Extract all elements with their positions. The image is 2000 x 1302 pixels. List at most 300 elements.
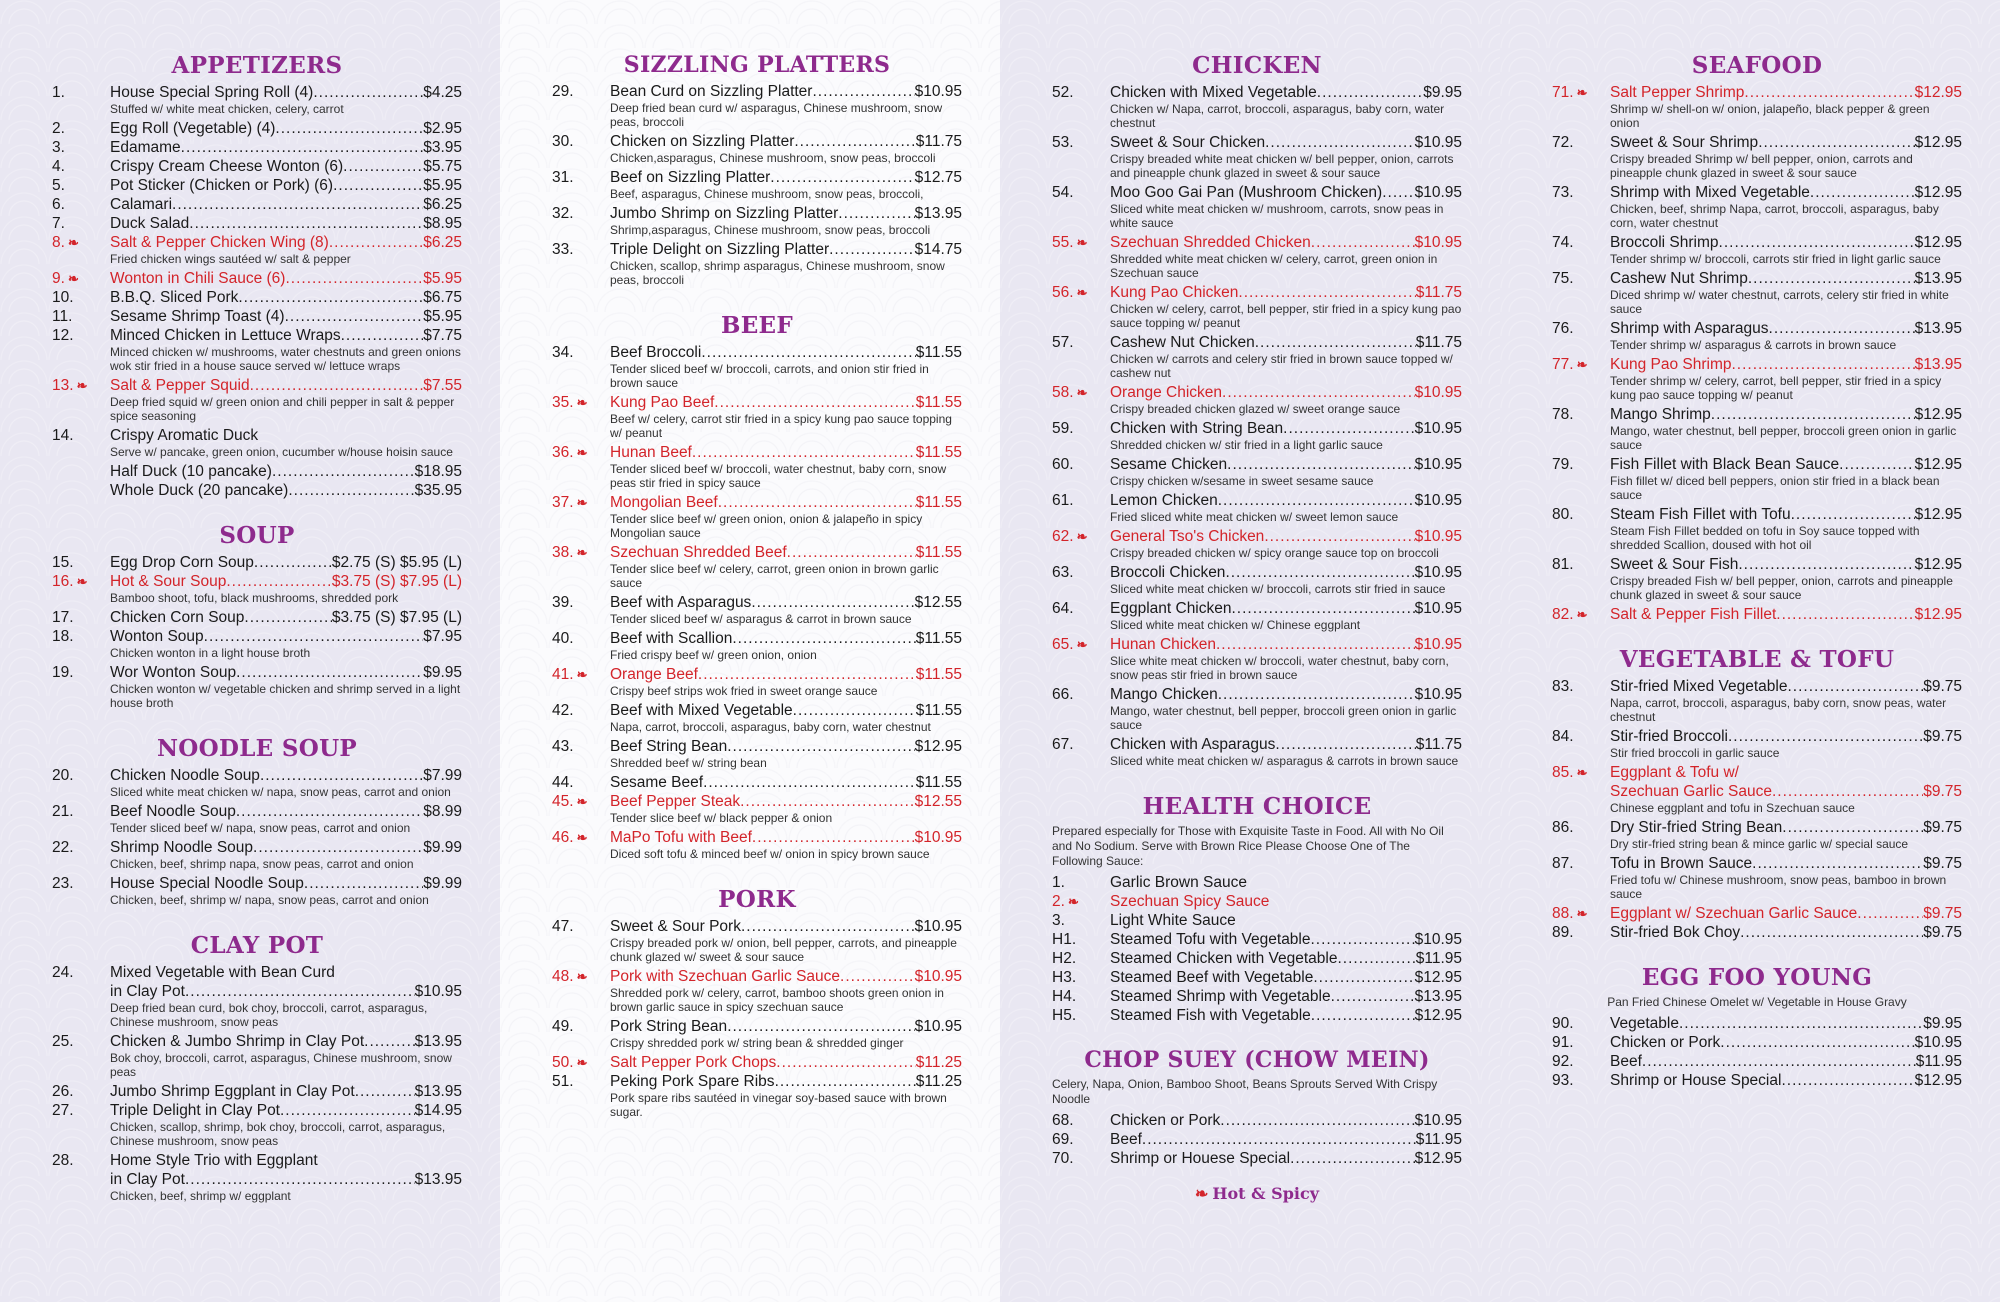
item-number-cell — [1052, 735, 1110, 771]
item-body — [1610, 677, 1962, 727]
menu-item — [1052, 1111, 1462, 1130]
item-number-cell — [52, 157, 110, 176]
item-number-cell — [1552, 405, 1610, 455]
item-line — [110, 307, 462, 326]
item-number: 44. — [552, 774, 574, 791]
item-name: Beef with Asparagus — [610, 594, 752, 611]
hot-and-spicy-legend — [1052, 1184, 1462, 1203]
leader-dots — [1232, 599, 1415, 618]
menu-item — [552, 828, 962, 864]
item-body — [1610, 405, 1962, 455]
leader-dots — [1719, 233, 1915, 252]
item-number-cell — [52, 1151, 110, 1206]
menu-item — [1052, 1006, 1462, 1025]
menu-item — [1552, 133, 1962, 183]
item-name: Sweet & Sour Shrimp — [1610, 134, 1759, 151]
item-price: $10.95 — [414, 983, 462, 1000]
item-name: Steam Fish Fillet with Tofu — [1610, 506, 1791, 523]
item-description: Crispy beef strips wok fried in sweet orange sauce — [610, 684, 878, 698]
menu-item — [52, 119, 462, 138]
item-body — [1610, 183, 1962, 233]
item-body — [1610, 1071, 1962, 1090]
hot-and-spicy-pepper-icon: ❧ — [1076, 637, 1088, 652]
item-number-cell — [1052, 892, 1110, 911]
menu-item — [52, 195, 462, 214]
item-price: $3.95 — [423, 139, 462, 156]
item-price: $12.95 — [1414, 969, 1462, 986]
item-body — [110, 288, 462, 307]
item-body — [610, 343, 962, 393]
item-line — [110, 608, 462, 627]
item-number: 83. — [1552, 678, 1574, 695]
item-body — [110, 663, 462, 713]
hot-and-spicy-pepper-icon: ❧ — [1076, 235, 1088, 250]
item-body — [1110, 911, 1462, 930]
item-body — [110, 963, 462, 1032]
item-price: $11.25 — [915, 1073, 962, 1090]
item-name: Wor Wonton Soup — [110, 664, 237, 681]
item-number-cell — [552, 773, 610, 792]
item-name: Whole Duck (20 pancake) — [110, 482, 289, 499]
item-line — [110, 963, 462, 982]
item-number: 29. — [552, 83, 574, 100]
item-number-cell — [552, 828, 610, 864]
item-description: Sliced white meat chicken w/ napa, snow peas, carrot and onion — [110, 785, 451, 799]
menu-item — [1552, 605, 1962, 624]
item-price: $11.75 — [1415, 736, 1462, 753]
item-line — [1610, 555, 1962, 574]
item-price: $11.55 — [915, 544, 962, 561]
item-number: 41. — [552, 666, 574, 683]
hot-and-spicy-pepper-icon: ❧ — [1576, 765, 1588, 780]
item-price: $10.95 — [1414, 1112, 1462, 1129]
item-price: $9.99 — [423, 875, 462, 892]
item-line — [110, 326, 462, 345]
item-description: Crispy breaded Fish w/ bell pepper, onion, carrots and pineapple chunk glazed in sweet & sour sauce — [1610, 574, 1953, 602]
menu-item — [1052, 333, 1462, 383]
item-description: Fried crispy beef w/ green onion, onion — [610, 648, 817, 662]
item-line — [610, 828, 962, 847]
item-body — [610, 917, 962, 967]
item-number: 64. — [1052, 600, 1074, 617]
menu-item — [52, 269, 462, 288]
item-number: 54. — [1052, 184, 1074, 201]
item-body — [1110, 949, 1462, 968]
item-number-cell — [52, 874, 110, 910]
leader-dots — [1781, 1071, 1914, 1090]
item-body — [1110, 1006, 1462, 1025]
item-number-cell — [552, 701, 610, 737]
item-body — [610, 828, 962, 864]
item-description: Diced shrimp w/ water chestnut, carrots, celery stir fried in white sauce — [1610, 288, 1949, 316]
item-name: Hunan Chicken — [1110, 636, 1216, 653]
item-number: 3. — [1052, 912, 1065, 929]
item-line — [1110, 735, 1462, 754]
item-body — [610, 493, 962, 543]
item-line — [1110, 685, 1462, 704]
item-name: Crispy Cream Cheese Wonton (6) — [110, 158, 344, 175]
item-name: Tofu in Brown Sauce — [1610, 855, 1753, 872]
item-number: 19. — [52, 664, 74, 681]
item-number-cell — [1052, 1130, 1110, 1149]
menu-item — [552, 343, 962, 393]
item-number: 49. — [552, 1018, 574, 1035]
leader-dots — [181, 138, 424, 157]
menu-item — [1052, 949, 1462, 968]
item-number-cell — [1552, 183, 1610, 233]
item-price: $11.95 — [1415, 950, 1462, 967]
item-description: Sliced white meat chicken w/ Chinese eggplant — [1110, 618, 1361, 632]
item-number: 81. — [1552, 556, 1574, 573]
section-gap — [52, 500, 462, 522]
item-number: 53. — [1052, 134, 1074, 151]
leader-dots — [1740, 923, 1923, 942]
item-number-cell — [552, 967, 610, 1017]
item-price: $8.99 — [423, 803, 462, 820]
item-price: $9.95 — [423, 664, 462, 681]
item-price: $10.95 — [1414, 600, 1462, 617]
item-name: Shrimp Noodle Soup — [110, 839, 254, 856]
item-number: 5. — [52, 177, 65, 194]
item-name: Salt & Pepper Chicken Wing (8) — [110, 234, 329, 251]
menu-item — [52, 1082, 462, 1101]
item-name: Mixed Vegetable with Bean Curd — [110, 964, 335, 981]
leader-dots — [1238, 283, 1415, 302]
item-number-cell — [1052, 1111, 1110, 1130]
item-body — [110, 1032, 462, 1082]
leader-dots — [770, 168, 914, 187]
item-line — [110, 572, 462, 591]
section-intro: Prepared especially for Those with Exquisite Taste in Food. All with No Oil and No Sodium. Serve with Brown Rice Please Choose One of The Following Sauce: — [1052, 824, 1444, 868]
item-body — [610, 792, 962, 828]
item-line — [110, 214, 462, 233]
item-description: Crispy chicken w/sesame in sweet sesame sauce — [1110, 474, 1374, 488]
item-description: Chicken, beef, shrimp napa, snow peas, carrot and onion — [110, 857, 414, 871]
menu-item — [1052, 735, 1462, 771]
item-body — [1610, 133, 1962, 183]
item-number: 55. — [1052, 234, 1074, 251]
item-line — [1110, 1130, 1462, 1149]
item-number: 30. — [552, 133, 574, 150]
menu-item — [1052, 383, 1462, 419]
item-number: 10. — [52, 289, 74, 306]
item-line — [1110, 455, 1462, 474]
item-body — [1110, 283, 1462, 333]
item-number-cell — [52, 838, 110, 874]
item-number: 21. — [52, 803, 74, 820]
item-description: Shredded beef w/ string bean — [610, 756, 767, 770]
menu-item — [1052, 455, 1462, 491]
menu-column-3 — [1000, 0, 1500, 1302]
item-number-cell — [552, 1053, 610, 1072]
item-number-cell — [1052, 987, 1110, 1006]
item-number: 2. — [52, 120, 65, 137]
item-description: Chicken, beef, shrimp w/ napa, snow peas, carrot and onion — [110, 893, 429, 907]
menu-item — [52, 766, 462, 802]
item-number: 71. — [1552, 84, 1574, 101]
item-description: Deep fried squid w/ green onion and chili pepper in salt & pepper spice seasoning — [110, 395, 455, 423]
item-number: 45. — [552, 793, 574, 810]
item-name: Wonton Soup — [110, 628, 204, 645]
item-number-cell — [52, 1032, 110, 1082]
item-number-cell — [1552, 269, 1610, 319]
item-line — [1110, 873, 1462, 892]
item-name: Szechuan Spicy Sauce — [1110, 893, 1270, 910]
menu-item — [1052, 1149, 1462, 1168]
leader-dots — [236, 802, 423, 821]
item-description: Chicken w/ Napa, carrot, broccoli, asparagus, baby corn, water chestnut — [1110, 102, 1445, 130]
item-price: $10.95 — [1414, 184, 1462, 201]
menu-item — [1052, 892, 1462, 911]
item-number: 14. — [52, 427, 74, 444]
item-number: 33. — [552, 241, 574, 258]
item-price: $11.55 — [915, 774, 962, 791]
leader-dots — [329, 233, 423, 252]
menu-item — [52, 663, 462, 713]
item-description: Beef w/ celery, carrot stir fried in a spicy kung pao sauce topping w/ peanut — [610, 412, 952, 440]
item-line — [110, 874, 462, 893]
item-number: 46. — [552, 829, 574, 846]
item-price: $18.95 — [414, 463, 462, 480]
item-name: Beef — [1610, 1053, 1642, 1070]
menu-item — [552, 393, 962, 443]
item-name: Szechuan Shredded Chicken — [1110, 234, 1311, 251]
item-price: $12.55 — [914, 594, 962, 611]
menu-column-2 — [500, 0, 1000, 1302]
item-line — [110, 233, 462, 252]
item-line — [1110, 491, 1462, 510]
leader-dots — [1791, 505, 1915, 524]
item-description: Tender shrimp w/ asparagus & carrots in brown sauce — [1610, 338, 1897, 352]
item-line — [1110, 599, 1462, 618]
item-number-cell — [1052, 491, 1110, 527]
leader-dots — [740, 792, 914, 811]
item-body — [110, 766, 462, 802]
item-price: $10.95 — [1414, 686, 1462, 703]
item-price: $12.95 — [1914, 606, 1962, 623]
item-name: Eggplant w/ Szechuan Garlic Sauce — [1610, 905, 1858, 922]
item-price: $5.95 — [423, 177, 462, 194]
item-price: $12.95 — [1914, 406, 1962, 423]
item-name: Chicken or Pork — [1610, 1034, 1721, 1051]
item-name: Broccoli Shrimp — [1610, 234, 1719, 251]
item-line — [1610, 83, 1962, 102]
leader-dots — [260, 766, 423, 785]
item-number: 73. — [1552, 184, 1574, 201]
item-description: Crispy shredded pork w/ string bean & shredded ginger — [610, 1036, 904, 1050]
item-number: 1. — [52, 84, 65, 101]
item-name: Stir-fried Broccoli — [1610, 728, 1728, 745]
menu-item — [1552, 83, 1962, 133]
item-name: Beef with Mixed Vegetable — [610, 702, 793, 719]
item-number: 69. — [1052, 1131, 1074, 1148]
item-number: 68. — [1052, 1112, 1074, 1129]
item-price: $13.95 — [1914, 270, 1962, 287]
leader-dots — [343, 157, 423, 176]
item-name: Garlic Brown Sauce — [1110, 874, 1247, 891]
leader-dots — [280, 1101, 415, 1120]
item-body — [1610, 727, 1962, 763]
menu-item — [52, 288, 462, 307]
item-description: Chicken w/ celery, carrot, bell pepper, stir fried in a spicy kung pao sauce topping w/ peanut — [1110, 302, 1462, 330]
section-intro: Celery, Napa, Onion, Bamboo Shoot, Beans Sprouts Served With Crispy Noodle — [1052, 1077, 1438, 1106]
item-description: Shredded pork w/ celery, carrot, bamboo shoots green onion in brown garlic sauce in spicy szechuan sauce — [610, 986, 944, 1014]
item-name: Steamed Beef with Vegetable — [1110, 969, 1314, 986]
item-name: General Tso's Chicken — [1110, 528, 1265, 545]
item-body — [1110, 685, 1462, 735]
item-name: Calamari — [110, 196, 173, 213]
item-description: Fried sliced white meat chicken w/ sweet lemon sauce — [1110, 510, 1399, 524]
menu-item — [52, 572, 462, 608]
item-body — [1610, 923, 1962, 942]
item-description: Shrimp,asparagus, Chinese mushroom, snow peas, broccoli — [610, 223, 931, 237]
item-name: Kung Pao Beef — [610, 394, 715, 411]
item-number-cell — [552, 593, 610, 629]
item-price: $10.95 — [1414, 931, 1462, 948]
item-line — [110, 982, 462, 1001]
item-number-cell — [52, 307, 110, 326]
menu-item — [52, 214, 462, 233]
item-number-cell — [552, 917, 610, 967]
item-line — [1110, 892, 1462, 911]
item-body — [110, 157, 462, 176]
item-number: 8. — [52, 234, 65, 251]
item-number-cell — [552, 737, 610, 773]
menu-item — [52, 1101, 462, 1151]
item-description: Crispy breaded chicken glazed w/ sweet orange sauce — [1110, 402, 1401, 416]
leader-dots — [185, 982, 415, 1001]
item-name: Bean Curd on Sizzling Platter — [610, 83, 813, 100]
item-line — [1110, 911, 1462, 930]
leader-dots — [333, 176, 423, 195]
item-name: Chicken Noodle Soup — [110, 767, 260, 784]
menu-item — [1052, 930, 1462, 949]
item-price: $12.95 — [1914, 456, 1962, 473]
item-line — [110, 663, 462, 682]
item-body — [1110, 563, 1462, 599]
item-line — [610, 967, 962, 986]
item-number: 60. — [1052, 456, 1074, 473]
item-body — [610, 1017, 962, 1053]
item-body — [1610, 904, 1962, 923]
leader-dots — [1738, 555, 1914, 574]
section-title: NOODLE SOUP — [156, 735, 358, 762]
menu-item — [552, 593, 962, 629]
item-name: Beef Noodle Soup — [110, 803, 236, 820]
item-body — [610, 1072, 962, 1122]
menu-item — [1052, 133, 1462, 183]
item-number-cell — [1552, 505, 1610, 555]
item-body — [1610, 505, 1962, 555]
menu-item — [552, 493, 962, 543]
item-price: $11.55 — [915, 702, 962, 719]
leader-dots — [1679, 1014, 1923, 1033]
item-name: Vegetable — [1610, 1015, 1679, 1032]
item-line — [610, 443, 962, 462]
item-description: Steam Fish Fillet bedded on tofu in Soy sauce topped with shredded Scallion, doused with hot oil — [1610, 524, 1920, 552]
item-line — [610, 737, 962, 756]
item-line — [610, 82, 962, 101]
item-name: Stir-fried Bok Choy — [1610, 924, 1741, 941]
item-name: Stir-fried Mixed Vegetable — [1610, 678, 1788, 695]
leader-dots — [1142, 1130, 1416, 1149]
item-name: Edamame — [110, 139, 181, 156]
item-body — [1110, 183, 1462, 233]
leader-dots — [253, 838, 423, 857]
item-body — [110, 838, 462, 874]
item-body — [1610, 763, 1962, 818]
leader-dots — [226, 572, 332, 591]
item-line — [1110, 930, 1462, 949]
item-price: $9.75 — [1923, 905, 1962, 922]
item-name: Chicken Corn Soup — [110, 609, 245, 626]
item-price: $13.95 — [1414, 988, 1462, 1005]
item-body — [1110, 83, 1462, 133]
item-price: $13.95 — [1914, 320, 1962, 337]
item-description: Tender sliced beef w/ broccoli, water chestnut, baby corn, snow peas stir fried in spicy sauce — [610, 462, 947, 490]
item-price: $6.75 — [423, 289, 462, 306]
section-title: BEEF — [720, 312, 794, 339]
item-number: 31. — [552, 169, 574, 186]
item-number-cell — [552, 82, 610, 132]
item-price: $12.95 — [1414, 1150, 1462, 1167]
leader-dots — [272, 462, 415, 481]
item-name: Eggplant Chicken — [1110, 600, 1232, 617]
menu-item — [552, 168, 962, 204]
item-body — [610, 204, 962, 240]
item-body — [110, 553, 462, 572]
leader-dots — [1255, 333, 1416, 352]
item-description: Chicken wonton in a light house broth — [110, 646, 311, 660]
menu-item — [1552, 904, 1962, 923]
item-number-cell — [552, 792, 610, 828]
menu-item — [552, 204, 962, 240]
leader-dots — [1218, 685, 1415, 704]
menu-item — [1552, 727, 1962, 763]
item-line — [1110, 1006, 1462, 1025]
item-body — [110, 83, 462, 119]
item-line — [1110, 233, 1462, 252]
item-price: $7.55 — [423, 377, 462, 394]
item-number-cell — [1552, 904, 1610, 923]
leader-dots — [714, 393, 915, 412]
item-name: Szechuan Garlic Sauce — [1610, 783, 1772, 800]
item-price: $12.95 — [1414, 1007, 1462, 1024]
item-number-cell — [1552, 233, 1610, 269]
item-line — [110, 138, 462, 157]
leader-dots — [829, 240, 914, 259]
item-body — [110, 269, 462, 288]
leader-dots — [1711, 405, 1915, 424]
item-line — [110, 83, 462, 102]
section-title: EGG FOO YOUNG — [1641, 964, 1873, 991]
item-number: 16. — [52, 573, 74, 590]
item-number-cell — [1552, 355, 1610, 405]
item-description: Sliced white meat chicken w/ broccoli, carrots stir fried in sauce — [1110, 582, 1446, 596]
item-description: Deep fried bean curd w/ asparagus, Chinese mushroom, snow peas, broccoli — [610, 101, 943, 129]
item-name: Peking Pork Spare Ribs — [610, 1073, 775, 1090]
leader-dots — [698, 665, 916, 684]
leader-dots — [172, 195, 423, 214]
item-line — [610, 543, 962, 562]
leader-dots — [1331, 987, 1415, 1006]
menu-item — [52, 233, 462, 269]
menu-column-4 — [1500, 0, 2000, 1302]
item-name: Sesame Shrimp Toast (4) — [110, 308, 285, 325]
item-line — [610, 792, 962, 811]
menu-item — [1552, 818, 1962, 854]
item-number: 88. — [1552, 905, 1574, 922]
